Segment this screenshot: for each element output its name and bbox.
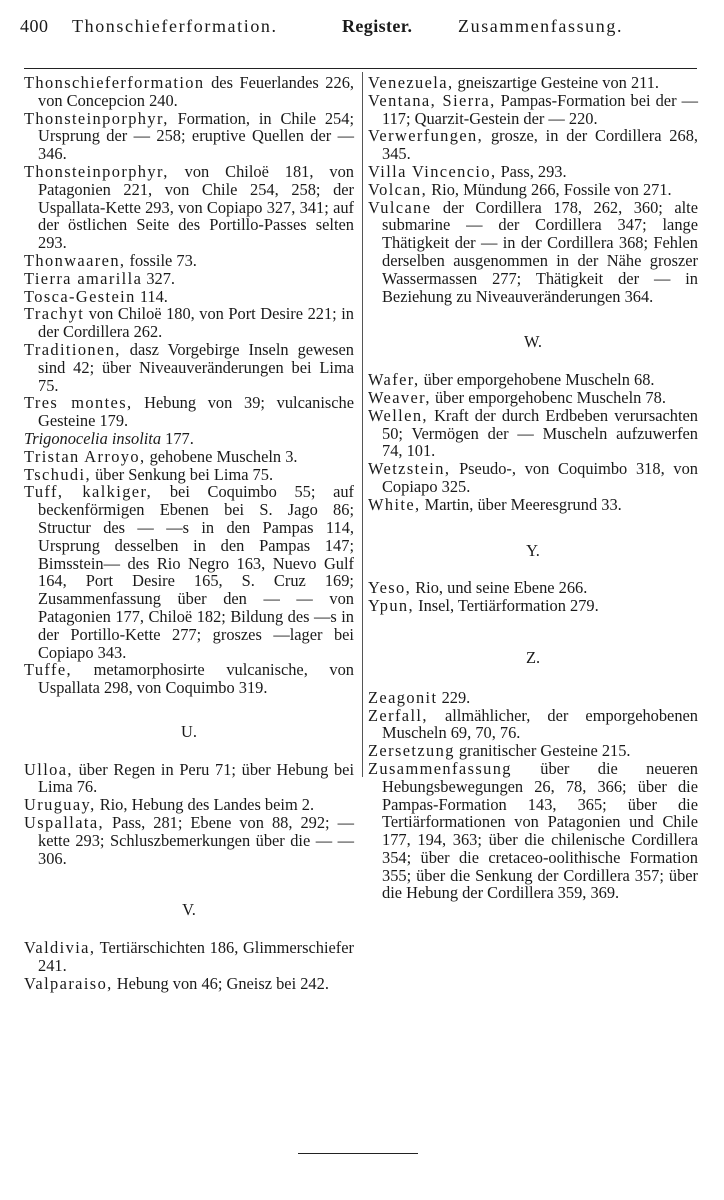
entry-keyword: Trachyt <box>24 304 85 324</box>
index-entry <box>24 110 354 163</box>
entry-text: Rio, Mündung 266, Fossile von 271. <box>427 179 672 199</box>
entry-keyword: Wafer, <box>368 370 420 390</box>
entry-keyword: Wellen, <box>368 405 428 425</box>
index-entry <box>368 163 698 181</box>
entry-text: Hebung von 46; Gneisz bei 242. <box>112 973 329 993</box>
index-entry <box>24 305 354 341</box>
footer-rule <box>298 1153 418 1154</box>
entry-text: über emporgehobene Muscheln 68. <box>419 370 655 390</box>
index-entry <box>24 288 354 306</box>
index-entry <box>24 448 354 466</box>
index-entry <box>24 796 354 814</box>
right-column <box>368 74 698 902</box>
entry-keyword: Ulloa, <box>24 759 73 779</box>
entry-text: dasz Vorgebirge Inseln gewesen sind 42; über Niveauveränderungen bei Lima 75. <box>38 339 354 395</box>
entry-keyword: Valdivia, <box>24 938 96 958</box>
entry-keyword: Tosca-Gestein <box>24 286 136 306</box>
section-heading-y: Y. <box>526 540 540 560</box>
index-entry <box>24 163 354 252</box>
index-entry <box>24 466 354 484</box>
entry-text: über Senkung bei Lima 75. <box>90 464 274 484</box>
index-entry-list <box>368 74 698 305</box>
entry-keyword: Ventana, Sierra, <box>368 90 496 110</box>
index-entry <box>368 742 698 760</box>
index-entry <box>368 127 698 163</box>
header-left-title: Thonschieferformation. <box>72 16 278 36</box>
index-entry <box>24 761 354 797</box>
entry-keyword: Tierra amarilla <box>24 268 143 288</box>
index-entry <box>24 394 354 430</box>
index-entry <box>24 74 354 110</box>
index-entry <box>368 460 698 496</box>
entry-keyword: Zeagonit <box>368 687 438 707</box>
entry-text: gehobene Muscheln 3. <box>145 446 298 466</box>
index-entry <box>24 483 354 661</box>
entry-keyword: Thonsteinporphyr, <box>24 161 169 181</box>
entry-keyword: Zersetzung <box>368 741 455 761</box>
entry-text: metamorphosirte vulcanische, von Uspallata 298, von Coquimbo 319. <box>38 660 354 698</box>
column-divider <box>362 72 363 777</box>
header-center-title: Register. <box>342 16 413 36</box>
index-entry <box>368 407 698 460</box>
entry-text: granitischer Gesteine 215. <box>454 741 631 761</box>
entry-keyword: Villa Vincencio, <box>368 161 497 181</box>
index-entry <box>368 181 698 199</box>
left-column <box>24 74 354 993</box>
index-entry <box>24 975 354 993</box>
entry-keyword: Tres montes, <box>24 393 133 413</box>
entry-keyword: Uruguay, <box>24 795 96 815</box>
index-entry-list <box>368 579 698 615</box>
index-entry <box>24 814 354 867</box>
running-header <box>20 14 710 42</box>
entry-text: Tertiärschichten 186, Glimmerschiefer 241. <box>38 938 354 976</box>
index-entry <box>24 252 354 270</box>
entry-italic-term: Trigonocelia insolita <box>24 428 162 448</box>
index-entry <box>24 939 354 975</box>
section-heading-z: Z. <box>525 647 541 667</box>
entry-keyword: Thonsteinporphyr, <box>24 108 169 128</box>
entry-text: 229. <box>437 687 471 707</box>
entry-text: Martin, über Meeresgrund 33. <box>420 494 622 514</box>
header-rule <box>24 68 697 69</box>
entry-keyword: Zusammenfassung <box>368 758 512 778</box>
entry-text: Rio, und seine Ebene 266. <box>411 578 588 598</box>
entry-keyword: Tuffe, <box>24 660 73 680</box>
entry-text: bei Coquimbo 55; auf beckenförmigen Ebenen bei S. Jago 86; Structur des — —s in den Pampas 114, Ursprung desselben in den Pampas 147; Bimsstein— des Rio Negro 163, Nuevo Gulf 164, Port Desire 165, S. Cruz 169; Zusammenfassung über den — — von Patagonien 177, Chiloë 182; Bildung des —s in der Portillo-Kette 277; groszes —lager bei Copiapo 343. <box>38 482 354 662</box>
entry-text: der Cordillera 178, 262, 360; alte submarine — der Cordillera 347; lange Thätigkeit der — in der Cordillera 368; Fehlen derselben ausgenommen in der Nähe groszer Wassermassen 277; Thätigkeit der — in Beziehung zu Niveauveränderungen 364. <box>382 197 698 306</box>
entry-keyword: Verwerfungen, <box>368 126 484 146</box>
index-entry-list <box>368 689 698 903</box>
index-entry <box>24 661 354 697</box>
entry-text: Pass, 293. <box>496 161 567 181</box>
entry-keyword: White, <box>368 494 421 514</box>
entry-text: 177. <box>161 428 194 448</box>
entry-text: Rio, Hebung des Landes beim 2. <box>95 795 315 815</box>
entry-keyword: Yeso, <box>368 578 412 598</box>
entry-keyword: Ypun, <box>368 596 415 616</box>
entry-text: 327. <box>142 268 176 288</box>
page-number: 400 <box>20 16 49 36</box>
entry-keyword: Volcan, <box>368 179 428 199</box>
entry-keyword: Venezuela, <box>368 73 454 92</box>
entry-text: von Chiloë 181, von Patagonien 221, von Chile 254, 258; der Uspallata-Kette 293, von Copiapo 327, 341; auf der östlichen Seite des Portillo-Passes selten 293. <box>38 161 354 253</box>
index-entry-list <box>24 761 354 868</box>
entry-keyword: Traditionen, <box>24 339 121 359</box>
section-heading-v: V. <box>182 900 196 920</box>
entry-keyword: Uspallata, <box>24 813 104 833</box>
entry-text: grosze, in der Cordillera 268, 345. <box>382 126 698 164</box>
section-heading-w: W. <box>523 332 543 352</box>
entry-text: Formation, in Chile 254; Ursprung der — 258; eruptive Quellen der — 346. <box>38 108 354 164</box>
entry-text: 114. <box>135 286 168 306</box>
entry-text: Kraft der durch Erdbeben verursachten 50; Vermögen der — Muscheln aufzuwerfen 74, 101. <box>382 405 698 461</box>
entry-text: Insel, Tertiärformation 279. <box>414 596 599 616</box>
entry-text: über emporgehobenc Muscheln 78. <box>430 387 666 407</box>
entry-keyword: Zerfall, <box>368 705 428 725</box>
entry-keyword: Vulcane <box>368 197 432 217</box>
index-entry <box>368 389 698 407</box>
index-entry-list <box>368 371 698 513</box>
entry-text: Hebung von 39; vulcanische Gesteine 179. <box>38 393 355 431</box>
index-entry <box>368 496 698 514</box>
index-entry <box>368 74 698 92</box>
entry-text: Pseudo-, von Coquimbo 318, von Copiapo 325. <box>382 459 698 496</box>
header-right-title: Zusammenfassung. <box>458 16 624 36</box>
index-entry-list <box>24 939 354 992</box>
entry-keyword: Tuff, kalkiger, <box>24 482 153 502</box>
entry-keyword: Tristan Arroyo, <box>24 446 146 466</box>
entry-text: Pass, 281; Ebene von 88, 292; —kette 293; Schluszbemerkungen über die — — 306. <box>38 813 354 868</box>
index-entry-list <box>24 74 354 697</box>
index-entry <box>368 597 698 615</box>
index-entry <box>24 430 354 448</box>
entry-text: des Feuerlandes 226, von Concepcion 240. <box>38 73 354 110</box>
entry-keyword: Tschudi, <box>24 464 91 484</box>
entry-text: allmählicher, der emporgehobenen Muscheln 69, 70, 76. <box>382 705 698 743</box>
entry-text: gneiszartige Gesteine von 211. <box>453 73 660 92</box>
entry-keyword: Thonwaaren, <box>24 250 126 270</box>
index-entry <box>368 689 698 707</box>
index-entry <box>368 92 698 128</box>
entry-text: Pampas-Formation bei der — 117; Quarzit-Gestein der — 220. <box>382 90 698 128</box>
entry-text: über Regen in Peru 71; über Hebung bei Lima 76. <box>38 759 354 797</box>
section-heading-u: U. <box>181 721 197 741</box>
entry-keyword: Thonschieferformation <box>24 73 205 92</box>
entry-keyword: Valparaiso, <box>24 973 113 993</box>
index-entry <box>368 579 698 597</box>
entry-text: fossile 73. <box>125 250 197 270</box>
entry-keyword: Weaver, <box>368 387 431 407</box>
index-entry <box>24 270 354 288</box>
index-entry <box>24 341 354 394</box>
index-entry <box>368 371 698 389</box>
index-entry <box>368 760 698 902</box>
entry-text: über die neueren Hebungsbewegungen 26, 78, 366; über die Pampas-Formation 143, 365; über die Tertiärformationen von Patagonien und Chile 177, 194, 363; über die chilenische Cordillera 354; über die cretaceo-oolithische Formation 355; über die Senkung der Cordillera 357; über die Hebung der Cordillera 359, 369. <box>382 758 698 903</box>
entry-keyword: Wetzstein, <box>368 459 451 479</box>
index-entry <box>368 199 698 306</box>
entry-text: von Chiloë 180, von Port Desire 221; in der Cordillera 262. <box>38 304 354 342</box>
index-entry <box>368 707 698 743</box>
